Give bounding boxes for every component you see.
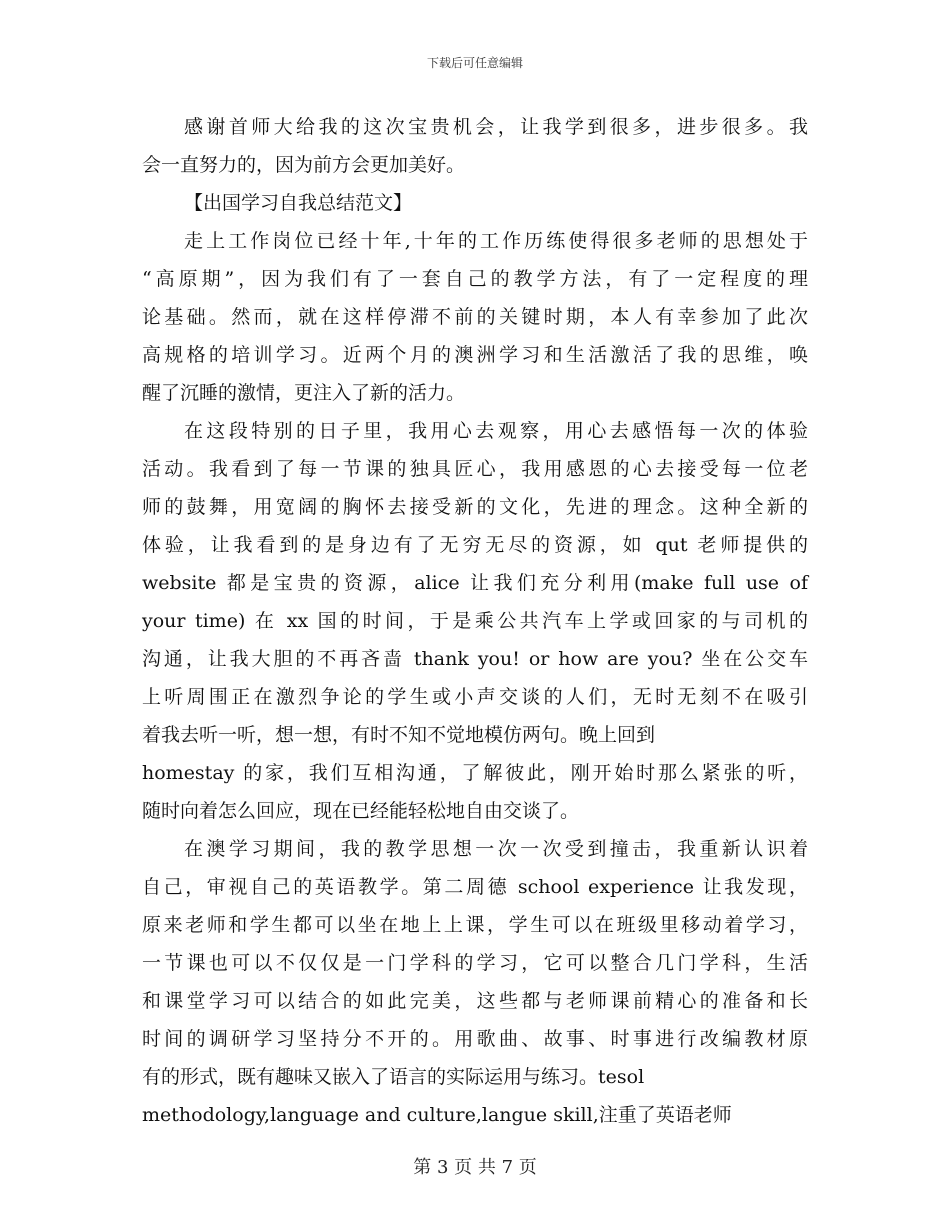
text-line: 一节课也可以不仅仅是一门学科的学习，它可以整合几门学科，生活 <box>142 952 808 974</box>
document-body <box>142 108 808 1134</box>
text-line: 师的鼓舞，用宽阔的胸怀去接受新的文化，先进的理念。这种全新的 <box>142 496 808 518</box>
text-line: 活动。我看到了每一节课的独具匠心，我用感恩的心去接受每一位老 <box>142 458 808 480</box>
text-line: 在澳学习期间，我的教学思想一次一次受到撞击，我重新认识着 <box>184 838 808 860</box>
text-line: 着我去听一听，想一想，有时不知不觉地模仿两句。晚上回到 <box>142 724 656 746</box>
text-line: 和课堂学习可以结合的如此完美，这些都与老师课前精心的准备和长 <box>142 990 808 1012</box>
text-line: 感谢首师大给我的这次宝贵机会，让我学到很多，进步很多。我 <box>184 116 808 138</box>
text-line: 走上工作岗位已经十年,十年的工作历练使得很多老师的思想处于 <box>184 230 808 252</box>
text-line: 沟通，让我大胆的不再吝啬 thank you! or how are you? 坐在公交车 <box>142 648 808 670</box>
text-line: 上听周围正在激烈争论的学生或小声交谈的人们，无时无刻不在吸引 <box>142 686 808 708</box>
text-line: 论基础。然而，就在这样停滞不前的关键时期，本人有幸参加了此次 <box>142 306 808 328</box>
text-line: 自己，审视自己的英语教学。第二周德 school experience 让我发现， <box>142 876 808 898</box>
text-line: 在这段特别的日子里，我用心去观察，用心去感悟每一次的体验 <box>184 420 808 442</box>
text-line: 高规格的培训学习。近两个月的澳洲学习和生活激活了我的思维，唤 <box>142 344 808 366</box>
text-line: 时间的调研学习坚持分不开的。用歌曲、故事、时事进行改编教材原 <box>142 1028 808 1050</box>
section-heading: 【出国学习自我总结范文】 <box>184 192 413 214</box>
text-line: 会一直努力的，因为前方会更加美好。 <box>142 154 466 176</box>
text-line: 随时向着怎么回应，现在已经能轻松地自由交谈了。 <box>142 800 580 822</box>
text-line: 原来老师和学生都可以坐在地上上课，学生可以在班级里移动着学习， <box>142 914 808 936</box>
text-line: homestay 的家，我们互相沟通，了解彼此，刚开始时那么紧张的听， <box>142 762 808 784</box>
text-line: 体验，让我看到的是身边有了无穷无尽的资源，如 qut 老师提供的 <box>142 534 808 556</box>
text-line: 醒了沉睡的激情，更注入了新的活力。 <box>142 382 466 404</box>
text-line: “高原期”，因为我们有了一套自己的教学方法，有了一定程度的理 <box>142 268 808 290</box>
text-line: your time) 在 xx 国的时间，于是乘公共汽车上学或回家的与司机的 <box>142 610 808 632</box>
text-line: website 都是宝贵的资源，alice 让我们充分利用(make full use of <box>142 572 808 594</box>
text-line: methodology,language and culture,langue skill,注重了英语老师 <box>142 1104 732 1126</box>
header-note: 下载后可任意编辑 <box>426 56 523 70</box>
page-number: 第 3 页 共 7 页 <box>413 1157 537 1178</box>
text-line: 有的形式，既有趣味又嵌入了语言的实际运用与练习。tesol <box>142 1066 645 1088</box>
